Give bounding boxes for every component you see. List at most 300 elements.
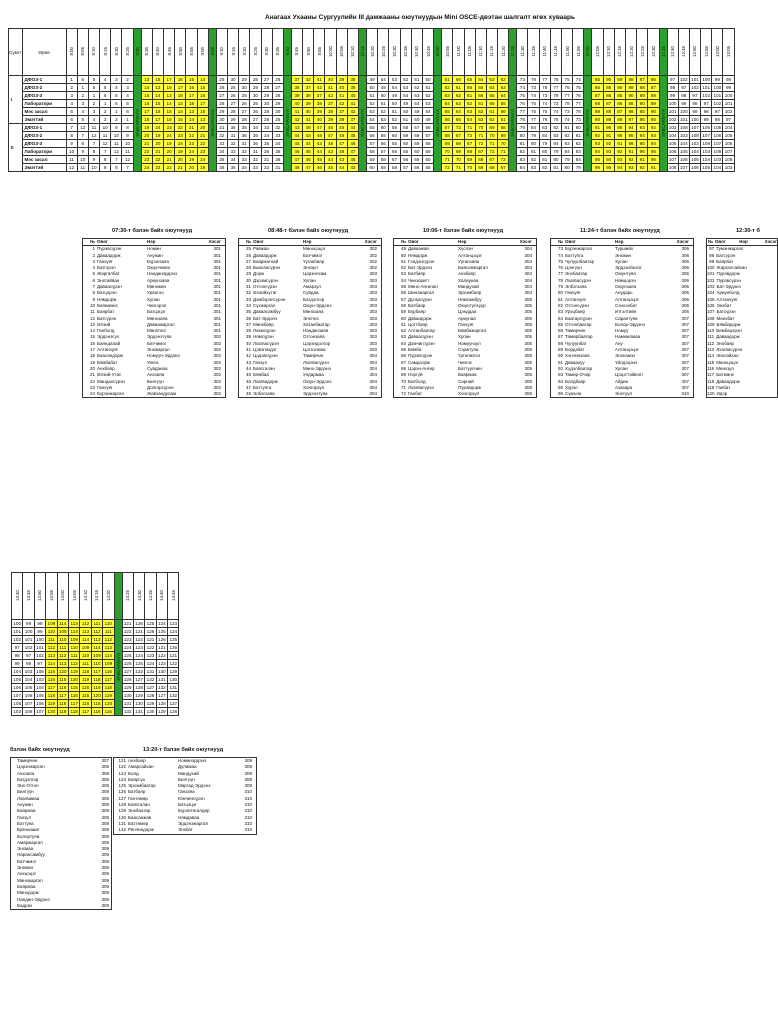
slot-cell: 38	[325, 108, 336, 116]
roster-cell: Нэргүй	[408, 372, 423, 378]
slot-cell: 82	[573, 140, 584, 148]
roster-cell: 77	[557, 271, 563, 277]
roster-table	[550, 238, 694, 398]
slot-cell: 7	[100, 148, 111, 156]
roster-cell: 303	[369, 284, 377, 290]
slot-cell: 132	[146, 677, 155, 682]
roster-cell: 302	[369, 258, 377, 264]
slot-cell: 35	[261, 140, 272, 148]
time-header	[303, 29, 314, 76]
slot-cell: 80	[528, 140, 539, 148]
slot-cell: 6	[77, 76, 88, 84]
slot-cell: 9	[122, 132, 133, 140]
slot-cell: 94	[592, 148, 603, 156]
time-header-text: 8:10	[91, 46, 97, 56]
roster-cell: Цэрэнлхам	[303, 271, 327, 277]
time-header	[164, 29, 175, 76]
roster-cell: Номуу	[615, 328, 629, 334]
roster-cell: 86	[557, 328, 563, 334]
roster-cell: Энхзул	[303, 265, 318, 271]
time-header	[272, 29, 283, 76]
slot-cell: 122	[135, 637, 143, 642]
slot-cell: 120	[104, 701, 113, 706]
slot-cell: 51	[367, 92, 378, 100]
slot-cell: 52	[367, 100, 378, 108]
break-header	[659, 29, 667, 76]
slot-cell: 58	[422, 140, 433, 148]
roster-cell: 304	[524, 252, 532, 258]
time-header-text: 9:15	[230, 46, 236, 56]
roster-cell: Ууганзаяа	[458, 258, 480, 264]
slot-cell: 34	[272, 140, 283, 148]
roster-cell: Энхбаатар	[128, 808, 151, 814]
roster-cell: 309	[101, 858, 109, 864]
slot-cell: 105	[691, 157, 699, 162]
roster-cell: 301	[213, 277, 221, 283]
roster-header-row	[83, 239, 225, 246]
roster-cell: 302	[369, 246, 377, 252]
slot-cell: 34	[227, 156, 238, 164]
slot-cell: 44	[314, 148, 325, 156]
slot-cell: 17	[186, 92, 197, 100]
roster-cell: 309	[244, 783, 252, 789]
slot-cell: 129	[123, 685, 132, 690]
roster-cell: Отгонсүрэн	[253, 284, 277, 290]
roster-cell: 117	[707, 372, 715, 378]
slot-cell: 36	[261, 148, 272, 156]
slot-cell: 22	[164, 164, 175, 172]
roster-cell: 88	[557, 340, 563, 346]
slot-cell: 88	[603, 108, 614, 116]
slot-cell: 39	[347, 84, 358, 92]
roster-cell: 308	[101, 802, 109, 808]
slot-cell: 104	[24, 677, 33, 682]
roster-cell: Мөнхтөгс	[147, 328, 167, 334]
roster-cell: Анхбаяр	[97, 365, 115, 371]
slot-cell: 101	[24, 637, 33, 642]
roster-cell: Бадрах	[17, 902, 33, 908]
slot-cell: 11	[77, 164, 88, 172]
roster-cell: 103	[707, 284, 715, 290]
roster-cell: 305	[524, 309, 532, 315]
roster-cell: 302	[213, 365, 221, 371]
slot-cell: 93	[603, 148, 614, 156]
slot-cell: 125	[135, 661, 143, 666]
slot-cell: 124	[135, 653, 143, 658]
slot-cell: 64	[498, 92, 509, 100]
slot-cell: 104	[724, 125, 733, 130]
roster-cell: Батболд	[408, 378, 426, 384]
slot-cell: 19	[164, 140, 175, 148]
slot-cell: 60	[400, 140, 411, 148]
slot-cell: 3	[100, 116, 111, 124]
slot-cell: 54	[389, 84, 400, 92]
roster-cell: 310	[681, 391, 689, 397]
roster-cell: 40	[245, 340, 251, 346]
slot-cell: 104	[13, 669, 22, 674]
slot-cell: 6	[111, 100, 122, 108]
roster-cell: Юмчинсүрэн	[178, 795, 205, 801]
slot-cell: 110	[103, 620, 114, 628]
roster-cell: 46	[245, 378, 251, 384]
roster-title: 11:24-т бэлэн байх оюутнууд	[580, 228, 660, 234]
roster-cell: Лхагвасүрэн	[253, 340, 279, 346]
slot-cell: 81	[539, 156, 550, 164]
slot-cell: 43	[336, 156, 347, 164]
room-cell: Мэс засал	[22, 108, 66, 116]
slot-cell: 6	[100, 92, 111, 100]
slot-cell: 3	[122, 84, 133, 92]
slot-cell: 89	[648, 100, 659, 108]
slot-cell: 131	[123, 701, 132, 706]
grid-row	[9, 100, 735, 108]
slot-cell: 78	[528, 76, 539, 84]
time-header	[347, 29, 358, 76]
slot-cell: 7	[111, 156, 122, 164]
slot-cell: 1	[77, 84, 88, 92]
slot-cell: 73	[562, 108, 573, 116]
roster-cell: Ренчиндорж	[128, 827, 154, 833]
slot-cell: 32	[261, 164, 272, 172]
slot-cell: 31	[272, 164, 283, 172]
roster-cell: Даваахуу	[565, 359, 585, 365]
roster-header-class: Хэсэг	[519, 239, 532, 244]
slot-cell: 60	[411, 148, 422, 156]
slot-cell: 105	[702, 165, 710, 170]
time-header	[648, 29, 659, 76]
roster-cell: Ганзаяа	[178, 789, 195, 795]
slot-cell: 41	[314, 76, 325, 84]
grid-row	[12, 652, 179, 660]
time-header-text: 13:50	[37, 589, 43, 601]
slot-cell: 98	[23, 660, 34, 668]
roster-cell: 301	[213, 296, 221, 302]
roster-cell: Тамирчин	[17, 758, 38, 763]
roster-cell: 23	[89, 384, 95, 390]
slot-cell: 27	[250, 116, 261, 124]
slot-cell: 96	[603, 124, 614, 132]
roster-cell: Мөнхжин	[147, 284, 166, 290]
slot-cell: 30	[216, 116, 227, 124]
roster-cell: 57	[400, 296, 406, 302]
bottom-grid-table	[11, 572, 179, 716]
slot-cell: 20	[164, 148, 175, 156]
roster-cell: Чингэс	[458, 359, 473, 365]
break-column	[283, 76, 291, 172]
slot-cell: 86	[603, 92, 614, 100]
slot-cell: 97	[678, 84, 689, 92]
time-header-text: 10:20	[369, 45, 375, 57]
roster-cell: Нямсамбуу	[458, 296, 482, 302]
slot-cell: 57	[378, 148, 389, 156]
slot-cell: 130	[146, 709, 155, 714]
slot-cell: 15	[197, 84, 208, 92]
slot-cell: 4	[66, 100, 77, 108]
slot-cell: 57	[422, 132, 433, 140]
roster-cell: 91	[557, 359, 563, 365]
slot-cell: 113	[80, 628, 91, 636]
slot-cell: 82	[539, 164, 550, 172]
slot-cell: 55	[389, 140, 400, 148]
slot-cell: 112	[46, 644, 57, 652]
slot-cell: 97	[701, 100, 712, 108]
slot-cell: 113	[57, 660, 68, 668]
roster-cell: Үйлдэцэнэ	[615, 359, 638, 365]
slot-cell: 54	[400, 92, 411, 100]
slot-cell: 13	[152, 84, 163, 92]
roster-cell: Хүдэлбаатар	[565, 365, 593, 371]
slot-cell: 85	[637, 108, 648, 116]
roster-cell: 92	[557, 365, 563, 371]
slot-cell: 39	[314, 108, 325, 116]
roster-cell: Оюун-Эрдэнэ	[303, 302, 332, 308]
slot-cell: 59	[411, 140, 422, 148]
slot-cell: 1	[111, 108, 122, 116]
roster-cell: Энхжаргал	[147, 347, 170, 353]
slot-cell: 56	[411, 164, 422, 172]
roster-cell: Анударь	[615, 290, 633, 296]
roster-cell: Хатанбаатар	[303, 321, 330, 327]
roster-row	[83, 391, 225, 397]
slot-cell: 27	[227, 100, 238, 108]
slot-cell: 34	[261, 132, 272, 140]
roster-cell: 90	[557, 353, 563, 359]
slot-cell: 12	[88, 132, 99, 140]
slot-cell: 6	[122, 108, 133, 116]
grid-row	[9, 92, 735, 100]
roster-cell: Баясгалан	[253, 365, 275, 371]
slot-cell: 124	[169, 629, 178, 634]
slot-cell: 5	[88, 76, 99, 84]
roster-cell: Батсүрэн	[97, 315, 117, 321]
slot-cell: 110	[68, 644, 79, 652]
slot-cell: 15	[152, 100, 163, 108]
slot-cell: 75	[562, 76, 573, 84]
slot-cell: 51	[422, 84, 433, 92]
slot-cell: 93	[637, 124, 648, 132]
slot-cell: 92	[592, 132, 603, 140]
slot-cell: 108	[36, 669, 44, 674]
slot-cell: 65	[464, 76, 475, 84]
roster-cell: 132	[118, 827, 126, 833]
slot-cell: 97	[712, 108, 723, 116]
slot-cell: 114	[68, 628, 79, 636]
roster-cell: Баярбат	[716, 258, 734, 264]
roster-cell: Энхбат	[178, 827, 193, 833]
roster-cell: 65	[400, 347, 406, 353]
slot-cell: 74	[550, 108, 561, 116]
slot-cell: 102	[713, 101, 722, 106]
roster-cell: 307	[681, 321, 689, 327]
roster-cell: Батбаяр	[128, 789, 146, 795]
time-header-text: 14:05	[71, 589, 77, 601]
slot-cell: 79	[539, 140, 550, 148]
roster-cell: Эрхэмбаатар	[128, 783, 156, 789]
time-header-text: 9:30	[264, 46, 270, 56]
time-header-text: 10:55	[444, 45, 450, 57]
slot-cell: 86	[592, 84, 603, 92]
roster-cell: Пүрэвдорж	[458, 384, 482, 390]
roster-cell: 27	[245, 258, 251, 264]
slot-cell: 75	[539, 108, 550, 116]
slot-cell: 65	[475, 84, 486, 92]
slot-cell: 112	[91, 628, 102, 636]
slot-cell: 131	[158, 677, 166, 682]
slot-cell: 50	[411, 116, 422, 124]
slot-cell: 91	[648, 164, 659, 172]
slot-cell: 22	[186, 132, 197, 140]
slot-cell: 108	[691, 133, 699, 138]
roster-cell: Дорж	[253, 271, 265, 277]
slot-cell: 128	[123, 677, 132, 682]
slot-cell: 68	[498, 124, 509, 132]
roster-cell: Оюунзаяа	[615, 284, 637, 290]
slot-cell: 97	[723, 116, 734, 124]
roster-cell: Нямцэрэн	[615, 277, 636, 283]
time-header-text: 11:10	[478, 45, 484, 57]
slot-cell: 52	[411, 84, 422, 92]
slot-cell: 79	[517, 124, 528, 132]
slot-cell: 118	[80, 668, 91, 676]
roster-header-name: Нэр	[147, 239, 156, 244]
slot-cell: 20	[186, 164, 197, 172]
roster-cell: 302	[213, 372, 221, 378]
roster-cell: Мөнхзаяа	[303, 309, 324, 315]
roster-header-class: Хэсэг	[764, 239, 777, 244]
slot-cell: 115	[46, 668, 57, 676]
slot-cell: 54	[411, 100, 422, 108]
slot-cell: 64	[453, 108, 464, 116]
roster-row	[707, 391, 777, 397]
roster-cell: 306	[681, 296, 689, 302]
roster-table	[238, 238, 382, 398]
roster-cell: Даваажав	[408, 246, 429, 252]
slot-cell: 48	[291, 164, 302, 172]
time-header	[442, 29, 453, 76]
slot-cell: 105	[13, 677, 22, 682]
slot-cell: 18	[141, 116, 152, 124]
roster-header-surname: Овог	[97, 239, 108, 244]
slot-cell: 38	[336, 116, 347, 124]
roster-cell: 9	[92, 296, 95, 302]
roster-cell: 308	[101, 827, 109, 833]
roster-cell: Хулан	[615, 258, 628, 264]
slot-cell: 14	[197, 76, 208, 84]
roster-cell: 307	[681, 315, 689, 321]
roster-cell: Элбэгзаяа	[253, 391, 275, 397]
slot-cell: 98	[701, 108, 712, 116]
roster-cell: 309	[101, 890, 109, 896]
slot-cell: 46	[325, 124, 336, 132]
roster-cell: 6	[92, 277, 95, 283]
roster-cell: Ганболд	[97, 328, 115, 334]
slot-cell: 103	[13, 709, 22, 714]
roster-header-no: №	[557, 239, 563, 244]
slot-cell: 111	[103, 628, 114, 636]
slot-cell: 55	[422, 164, 433, 172]
time-header-text: 9:00	[200, 46, 206, 56]
slot-cell: 18	[175, 92, 186, 100]
grid-row	[12, 700, 179, 708]
roster-cell: 309	[244, 770, 252, 776]
grid-row	[12, 620, 179, 628]
time-header-text: 14:35	[147, 589, 153, 601]
slot-cell: 130	[123, 693, 132, 698]
slot-cell: 77	[517, 108, 528, 116]
slot-cell: 66	[464, 84, 475, 92]
slot-cell: 71	[442, 156, 453, 164]
time-header	[261, 29, 272, 76]
slot-cell: 110	[46, 628, 57, 636]
slot-cell: 61	[453, 84, 464, 92]
roster-cell: Сарнай	[458, 378, 474, 384]
slot-cell: 102	[668, 117, 677, 122]
slot-cell: 61	[475, 100, 486, 108]
slot-cell: 122	[146, 645, 155, 650]
roster-cell: 106	[707, 302, 715, 308]
slot-cell: 118	[46, 692, 57, 700]
slot-cell: 40	[303, 108, 314, 116]
slot-cell: 3	[111, 76, 122, 84]
slot-cell: 76	[562, 84, 573, 92]
slot-cell: 69	[464, 156, 475, 164]
roster-cell: Лхагвасүрэн	[716, 347, 743, 353]
slot-cell: 107	[724, 149, 733, 154]
roster-cell: Оюунтулхуур	[458, 302, 486, 308]
slot-cell: 8	[77, 140, 88, 148]
roster-cell: 307	[681, 372, 689, 378]
slot-cell: 6	[66, 116, 77, 124]
roster-cell: Маргад-Эрдэнэ	[178, 783, 211, 789]
time-header	[23, 573, 34, 620]
roster-cell: 12	[89, 315, 95, 321]
roster-cell: 42	[245, 353, 251, 359]
slot-cell: 99	[34, 628, 45, 636]
time-header	[12, 573, 23, 620]
slot-cell: 100	[702, 77, 710, 82]
time-header-text: 8:15	[102, 46, 108, 56]
time-header	[103, 573, 114, 620]
slot-cell: 75	[517, 92, 528, 100]
slot-cell: 48	[325, 140, 336, 148]
roster-cell: Анужин	[17, 802, 33, 808]
slot-cell: 13	[186, 108, 197, 116]
slot-cell: 47	[347, 148, 358, 156]
roster-cell: Нямдаваа	[178, 814, 200, 820]
slot-cell: 71	[475, 132, 486, 140]
slot-cell: 55	[400, 148, 411, 156]
slot-cell: 26	[239, 100, 250, 108]
slot-cell: 49	[422, 116, 433, 124]
slot-cell: 26	[216, 84, 227, 92]
roster-cell: 96	[557, 391, 563, 397]
slot-cell: 2	[77, 92, 88, 100]
slot-cell: 35	[272, 148, 283, 156]
roster-cell: 52	[400, 265, 406, 271]
slot-cell: 19	[152, 132, 163, 140]
slot-cell: 63	[486, 76, 497, 84]
roster-cell: 28	[245, 265, 251, 271]
roster-cell: 33	[245, 296, 251, 302]
slot-cell: 81	[528, 148, 539, 156]
time-header-text: 13:55	[48, 589, 54, 601]
roster-cell: 126	[118, 789, 126, 795]
slot-cell: 48	[347, 156, 358, 164]
grid-row	[9, 140, 735, 148]
roster-cell: 303	[369, 302, 377, 308]
roster-cell: Эрдэнэсүх	[97, 334, 120, 340]
slot-cell: 87	[648, 84, 659, 92]
